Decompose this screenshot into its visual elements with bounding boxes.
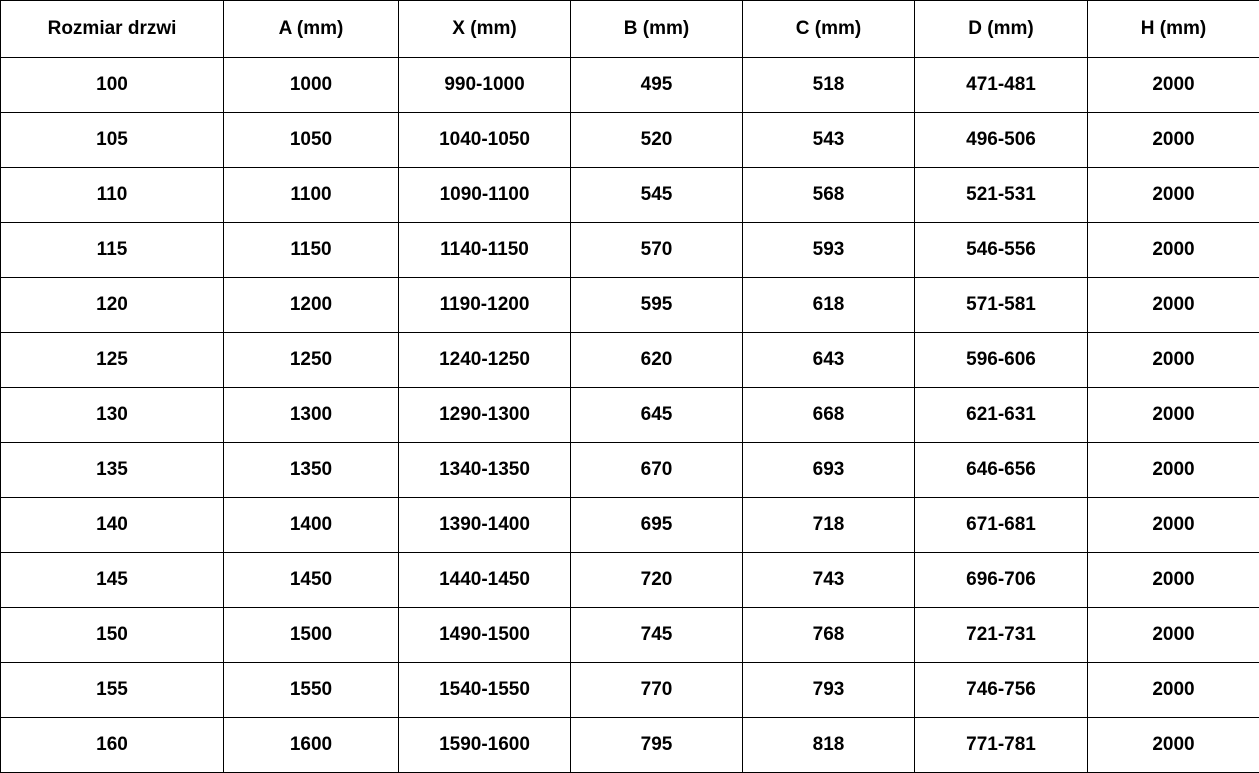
- cell-x: 1090-1100: [399, 168, 571, 223]
- cell-size: 145: [1, 553, 224, 608]
- cell-d: 596-606: [915, 333, 1088, 388]
- cell-d: 696-706: [915, 553, 1088, 608]
- table-row: [1, 388, 1259, 443]
- cell-x: 1190-1200: [399, 278, 571, 333]
- cell-size: 130: [1, 388, 224, 443]
- cell-b: 745: [571, 608, 743, 663]
- cell-d: 721-731: [915, 608, 1088, 663]
- cell-d: 496-506: [915, 113, 1088, 168]
- cell-h: 2000: [1088, 498, 1259, 553]
- cell-size: 115: [1, 223, 224, 278]
- cell-d: 621-631: [915, 388, 1088, 443]
- cell-b: 770: [571, 663, 743, 718]
- cell-d: 571-581: [915, 278, 1088, 333]
- cell-h: 2000: [1088, 113, 1259, 168]
- cell-a: 1350: [224, 443, 399, 498]
- cell-a: 1300: [224, 388, 399, 443]
- cell-h: 2000: [1088, 663, 1259, 718]
- cell-size: 110: [1, 168, 224, 223]
- cell-b: 695: [571, 498, 743, 553]
- cell-size: 135: [1, 443, 224, 498]
- table-row: [1, 498, 1259, 553]
- cell-c: 543: [743, 113, 915, 168]
- cell-h: 2000: [1088, 278, 1259, 333]
- cell-b: 670: [571, 443, 743, 498]
- cell-c: 668: [743, 388, 915, 443]
- table-header: [1, 1, 1259, 58]
- cell-x: 1140-1150: [399, 223, 571, 278]
- cell-x: 1040-1050: [399, 113, 571, 168]
- cell-d: 521-531: [915, 168, 1088, 223]
- cell-b: 595: [571, 278, 743, 333]
- cell-size: 160: [1, 718, 224, 773]
- table-row: [1, 278, 1259, 333]
- cell-b: 520: [571, 113, 743, 168]
- table-row: [1, 168, 1259, 223]
- cell-c: 793: [743, 663, 915, 718]
- table-row: [1, 553, 1259, 608]
- cell-x: 1540-1550: [399, 663, 571, 718]
- cell-h: 2000: [1088, 608, 1259, 663]
- column-header-h: H (mm): [1088, 1, 1259, 58]
- cell-h: 2000: [1088, 58, 1259, 113]
- cell-x: 1490-1500: [399, 608, 571, 663]
- cell-c: 818: [743, 718, 915, 773]
- cell-a: 1500: [224, 608, 399, 663]
- cell-x: 1590-1600: [399, 718, 571, 773]
- cell-d: 746-756: [915, 663, 1088, 718]
- cell-c: 718: [743, 498, 915, 553]
- cell-h: 2000: [1088, 333, 1259, 388]
- column-header-a: A (mm): [224, 1, 399, 58]
- cell-a: 1100: [224, 168, 399, 223]
- cell-h: 2000: [1088, 553, 1259, 608]
- table-row: [1, 663, 1259, 718]
- cell-d: 546-556: [915, 223, 1088, 278]
- table-row: [1, 58, 1259, 113]
- cell-c: 618: [743, 278, 915, 333]
- column-header-d: D (mm): [915, 1, 1088, 58]
- cell-a: 1600: [224, 718, 399, 773]
- cell-h: 2000: [1088, 168, 1259, 223]
- column-header-b: B (mm): [571, 1, 743, 58]
- table-row: [1, 223, 1259, 278]
- column-header-rozmiar-drzwi: Rozmiar drzwi: [1, 1, 224, 58]
- table-row: [1, 333, 1259, 388]
- cell-x: 1340-1350: [399, 443, 571, 498]
- cell-h: 2000: [1088, 443, 1259, 498]
- cell-d: 771-781: [915, 718, 1088, 773]
- cell-a: 1450: [224, 553, 399, 608]
- cell-size: 125: [1, 333, 224, 388]
- cell-b: 495: [571, 58, 743, 113]
- cell-d: 671-681: [915, 498, 1088, 553]
- cell-a: 1200: [224, 278, 399, 333]
- cell-d: 646-656: [915, 443, 1088, 498]
- cell-b: 720: [571, 553, 743, 608]
- cell-a: 1250: [224, 333, 399, 388]
- cell-c: 768: [743, 608, 915, 663]
- cell-h: 2000: [1088, 718, 1259, 773]
- cell-h: 2000: [1088, 388, 1259, 443]
- cell-size: 100: [1, 58, 224, 113]
- cell-b: 795: [571, 718, 743, 773]
- cell-size: 120: [1, 278, 224, 333]
- cell-x: 1290-1300: [399, 388, 571, 443]
- cell-h: 2000: [1088, 223, 1259, 278]
- column-header-x: X (mm): [399, 1, 571, 58]
- table-header-row: [1, 1, 1259, 58]
- cell-c: 743: [743, 553, 915, 608]
- cell-a: 1400: [224, 498, 399, 553]
- cell-b: 645: [571, 388, 743, 443]
- cell-x: 1240-1250: [399, 333, 571, 388]
- table-body: [1, 58, 1259, 773]
- cell-a: 1550: [224, 663, 399, 718]
- table-row: [1, 113, 1259, 168]
- cell-c: 593: [743, 223, 915, 278]
- table-row: [1, 718, 1259, 773]
- column-header-c: C (mm): [743, 1, 915, 58]
- cell-c: 693: [743, 443, 915, 498]
- cell-b: 620: [571, 333, 743, 388]
- cell-size: 155: [1, 663, 224, 718]
- cell-c: 518: [743, 58, 915, 113]
- cell-b: 545: [571, 168, 743, 223]
- cell-d: 471-481: [915, 58, 1088, 113]
- cell-c: 643: [743, 333, 915, 388]
- cell-x: 1440-1450: [399, 553, 571, 608]
- cell-x: 990-1000: [399, 58, 571, 113]
- cell-b: 570: [571, 223, 743, 278]
- table-row: [1, 608, 1259, 663]
- cell-a: 1000: [224, 58, 399, 113]
- cell-x: 1390-1400: [399, 498, 571, 553]
- cell-a: 1150: [224, 223, 399, 278]
- cell-a: 1050: [224, 113, 399, 168]
- table-row: [1, 443, 1259, 498]
- cell-size: 105: [1, 113, 224, 168]
- cell-size: 150: [1, 608, 224, 663]
- cell-c: 568: [743, 168, 915, 223]
- cell-size: 140: [1, 498, 224, 553]
